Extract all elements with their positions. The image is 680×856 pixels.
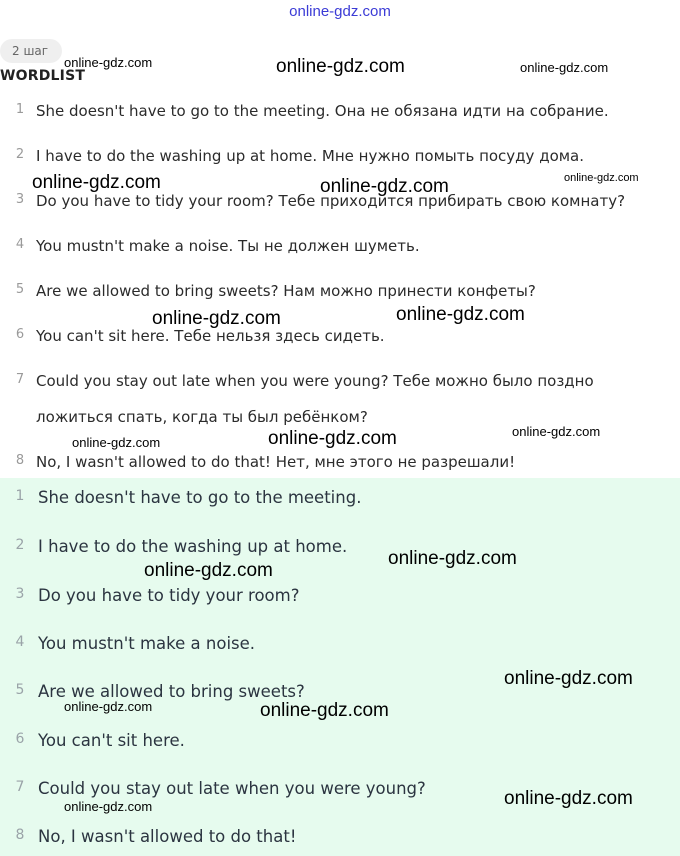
watermark: online-gdz.com <box>64 799 153 814</box>
site-header <box>0 0 680 24</box>
watermark: online-gdz.com <box>64 699 153 714</box>
row-number: 1 <box>15 102 25 117</box>
row-number: 3 <box>15 192 25 207</box>
row-text: Do you have to tidy your room? Тебе приходится прибирать свою комнату? <box>36 192 626 210</box>
row-text: You mustn't make a noise. <box>38 634 256 653</box>
row-number: 1 <box>15 488 25 504</box>
wordlist-title: WORDLIST <box>0 68 86 84</box>
row-text: You can't sit here. <box>38 731 185 750</box>
row-number: 6 <box>15 327 25 342</box>
watermark: online-gdz.com <box>276 56 405 77</box>
row-text: Could you stay out late when you were young? <box>38 779 426 798</box>
watermark: online-gdz.com <box>504 668 633 689</box>
row-number: 3 <box>15 586 25 602</box>
row-number: 4 <box>15 634 25 650</box>
row-number: 5 <box>15 682 25 698</box>
row-text: You can't sit here. Тебе нельзя здесь сидеть. <box>36 327 385 345</box>
row-number: 8 <box>15 453 25 468</box>
row-text: No, I wasn't allowed to do that! Нет, мне этого не разрешали! <box>36 453 516 471</box>
watermark: online-gdz.com <box>504 788 633 809</box>
row-text: Could you stay out late when you were young? Тебе можно было поздно <box>36 372 594 390</box>
row-number: 8 <box>15 827 25 843</box>
watermark: online-gdz.com <box>64 55 153 70</box>
watermark: online-gdz.com <box>388 548 517 569</box>
row-text: I have to do the washing up at home. <box>38 537 348 556</box>
row-text: ложиться спать, когда ты был ребёнком? <box>36 408 368 426</box>
watermark: online-gdz.com <box>144 560 273 581</box>
step-badge: 2 шаг <box>0 39 62 63</box>
row-number: 7 <box>15 779 25 795</box>
watermark: online-gdz.com <box>320 176 449 197</box>
row-number: 6 <box>15 731 25 747</box>
watermark: online-gdz.com <box>72 435 161 450</box>
watermark: online-gdz.com <box>260 700 389 721</box>
row-number: 2 <box>15 147 25 162</box>
watermark: online-gdz.com <box>520 60 609 75</box>
site-header-link[interactable]: online-gdz.com <box>289 3 391 20</box>
row-number: 4 <box>15 237 25 252</box>
watermark: online-gdz.com <box>564 172 639 184</box>
row-text: She doesn't have to go to the meeting. <box>38 488 362 507</box>
row-number: 5 <box>15 282 25 297</box>
row-text: Are we allowed to bring sweets? <box>38 682 305 701</box>
row-text: She doesn't have to go to the meeting. Она не обязана идти на собрание. <box>36 102 609 120</box>
row-text: Do you have to tidy your room? <box>38 586 300 605</box>
watermark: online-gdz.com <box>152 308 281 329</box>
watermark: online-gdz.com <box>512 424 601 439</box>
watermark: online-gdz.com <box>32 172 161 193</box>
row-text: I have to do the washing up at home. Мне нужно помыть посуду дома. <box>36 147 585 165</box>
row-text: You mustn't make a noise. Ты не должен шуметь. <box>36 237 420 255</box>
watermark: online-gdz.com <box>396 304 525 325</box>
watermark: online-gdz.com <box>268 428 397 449</box>
row-number: 7 <box>15 372 25 387</box>
row-text: Are we allowed to bring sweets? Нам можно принести конфеты? <box>36 282 536 300</box>
row-number: 2 <box>15 537 25 553</box>
row-text: No, I wasn't allowed to do that! <box>38 827 297 846</box>
